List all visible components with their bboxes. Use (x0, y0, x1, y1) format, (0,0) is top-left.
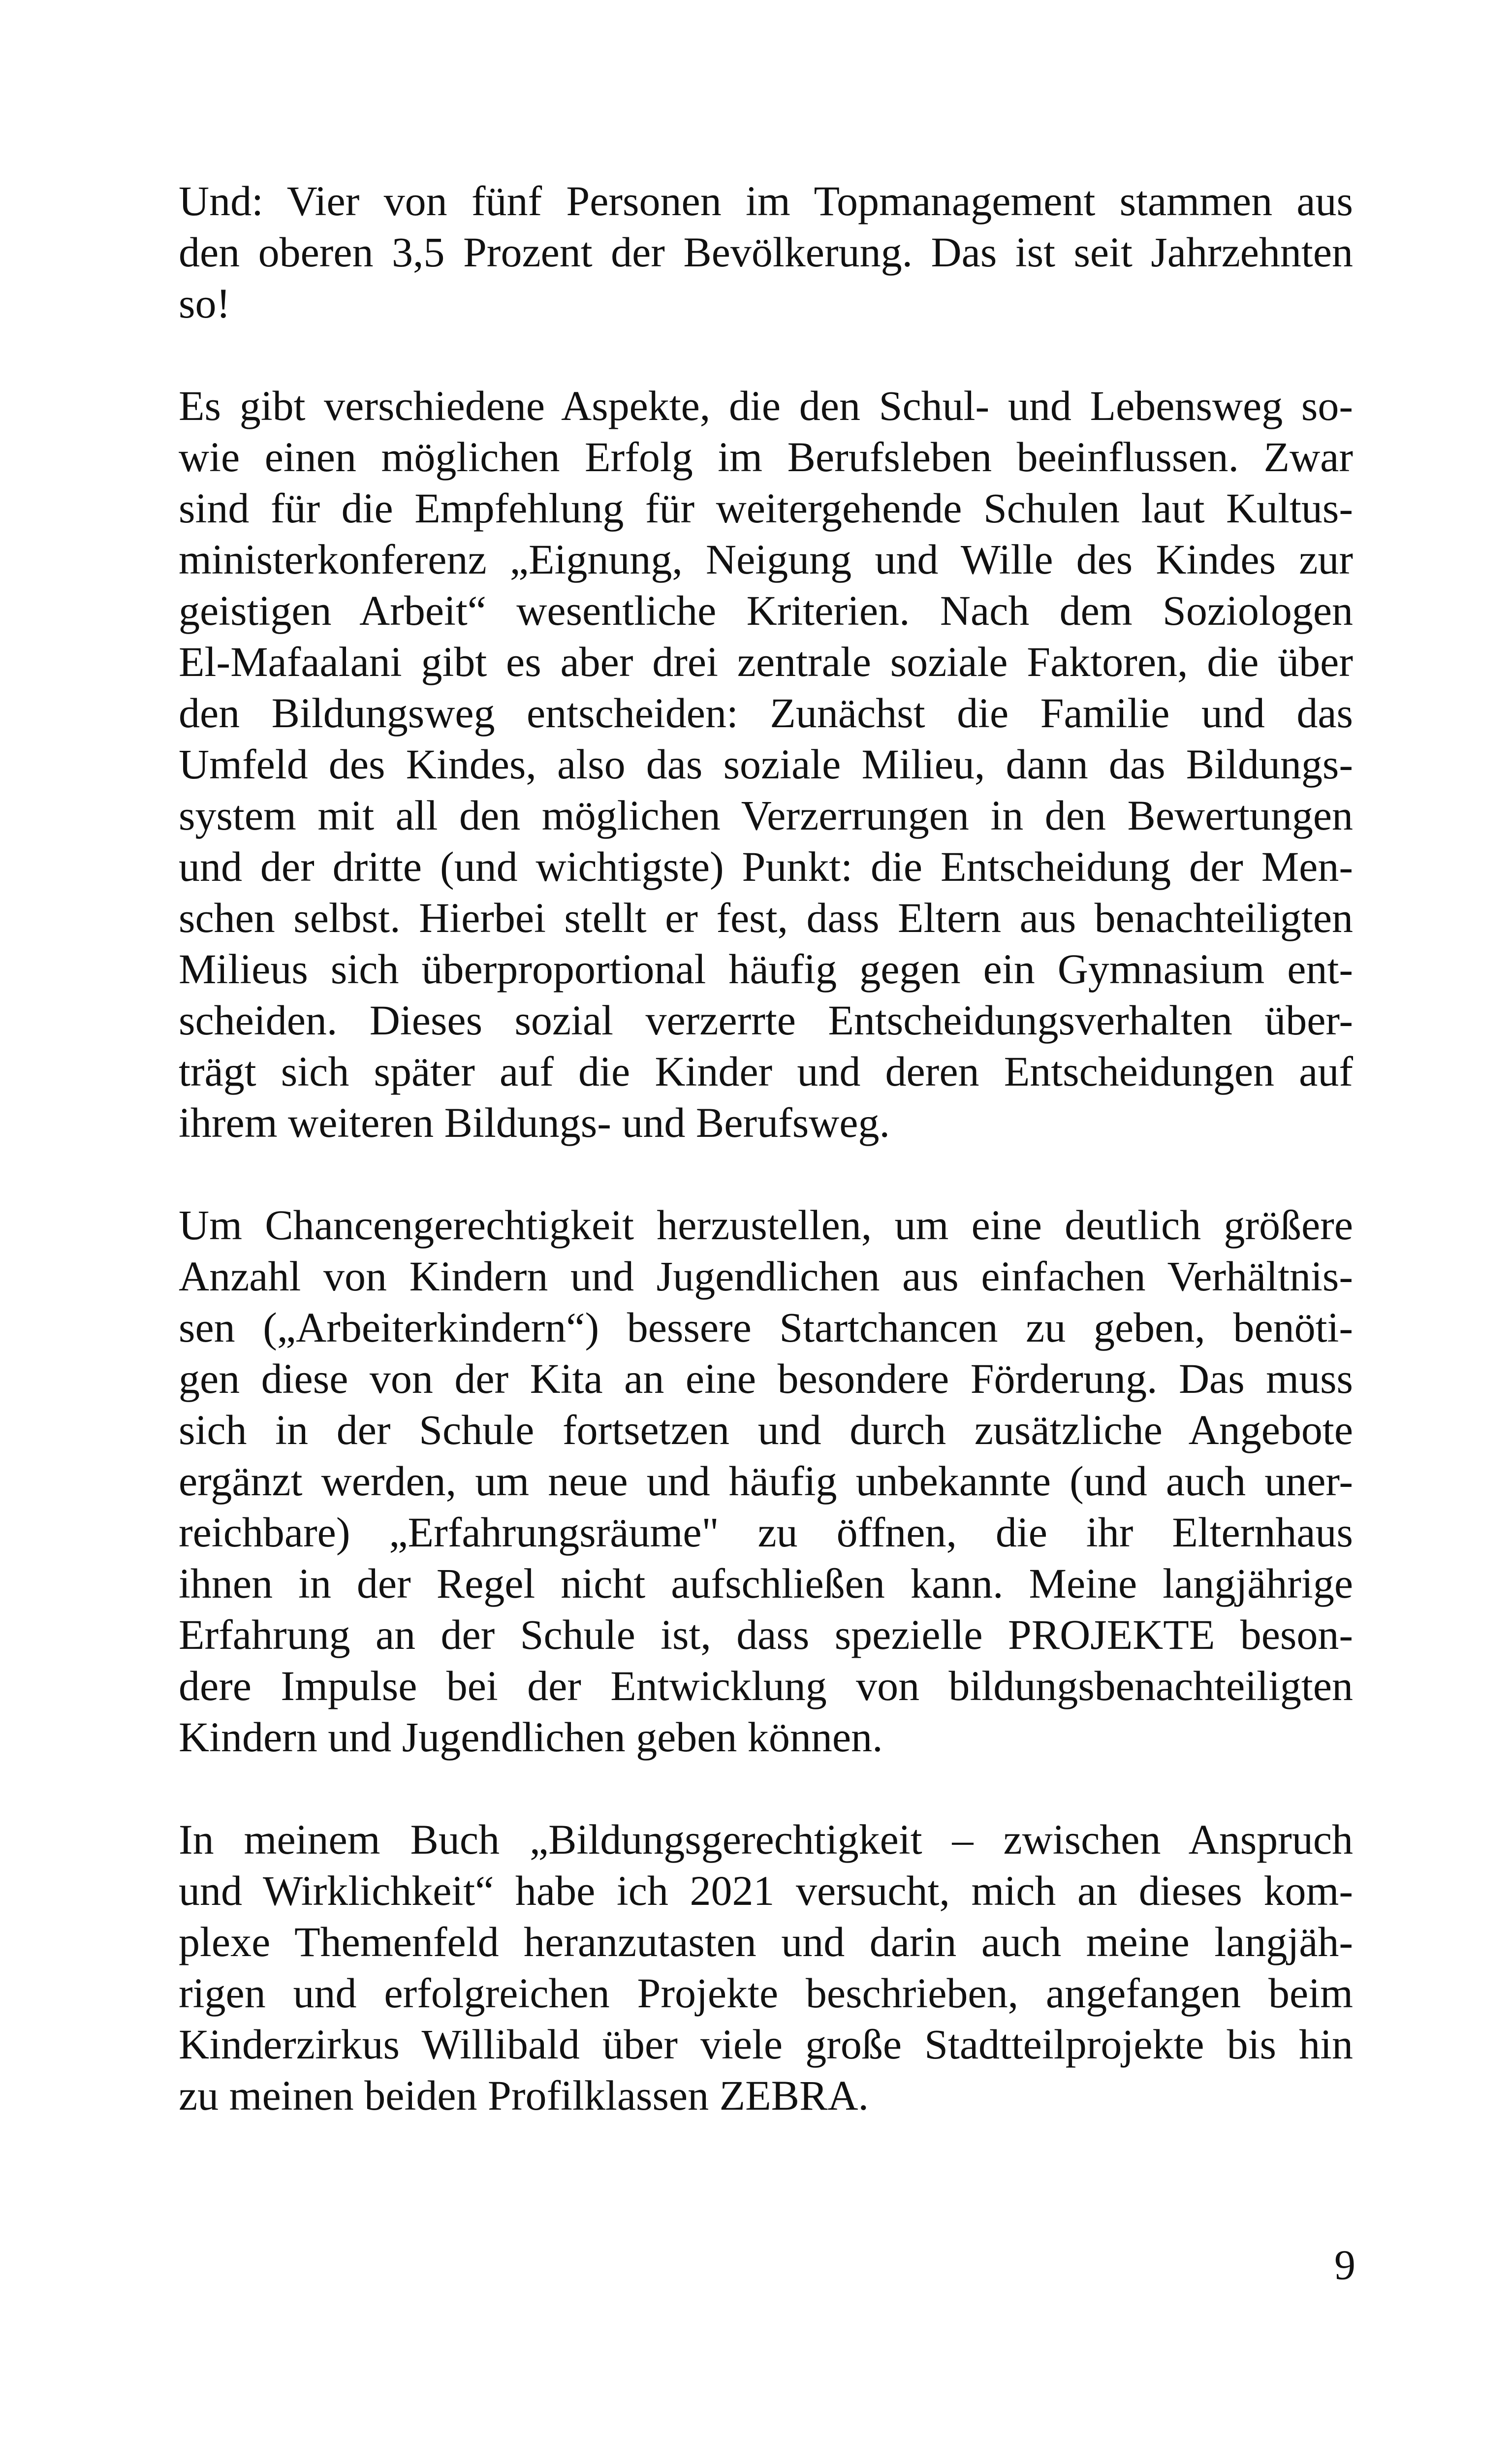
text-line: und der dritte (und wichtigste) Punkt: die Entscheidung der Men- (179, 843, 1353, 890)
page-number: 9 (1334, 2241, 1355, 2288)
text-line: sen („Arbeiterkindern“) bessere Startchancen zu geben, benöti- (179, 1304, 1353, 1351)
text-line: Und: Vier von fünf Personen im Topmanagement stammen aus (179, 177, 1353, 225)
text-line: ministerkonferenz „Eignung, Neigung und Wille des Kindes zur (179, 536, 1353, 583)
text-line: Es gibt verschiedene Aspekte, die den Schul- und Lebensweg so- (179, 382, 1353, 429)
text-line: plexe Themenfeld heranzutasten und darin auch meine langjäh- (179, 1918, 1353, 1965)
paragraph-4 (179, 1814, 1353, 2121)
paragraph-2 (179, 380, 1353, 1148)
text-line: wie einen möglichen Erfolg im Berufsleben beeinflussen. Zwar (179, 433, 1353, 481)
text-line: und Wirklichkeit“ habe ich 2021 versucht, mich an dieses kom- (179, 1867, 1353, 1914)
paragraph-1 (179, 175, 1353, 329)
text-line: Anzahl von Kindern und Jugendlichen aus einfachen Verhältnis- (179, 1253, 1353, 1300)
text-line: zu meinen beiden Profilklassen ZEBRA. (179, 2072, 869, 2119)
text-line: Kindern und Jugendlichen geben können. (179, 1713, 883, 1761)
text-line: ihrem weiteren Bildungs- und Berufsweg. (179, 1099, 890, 1146)
text-line: geistigen Arbeit“ wesentliche Kriterien. Nach dem Soziologen (179, 587, 1353, 634)
text-line: system mit all den möglichen Verzerrungen in den Bewertungen (179, 792, 1353, 839)
text-line: Erfahrung an der Schule ist, dass spezielle PROJEKTE beson- (179, 1611, 1353, 1658)
text-line: In meinem Buch „Bildungsgerechtigkeit – zwischen Anspruch (179, 1816, 1353, 1863)
text-line: reichbare) „Erfahrungsräume" zu öffnen, die ihr Elternhaus (179, 1509, 1353, 1556)
text-line: ergänzt werden, um neue und häufig unbekannte (und auch uner- (179, 1457, 1353, 1505)
text-line: so! (179, 280, 231, 327)
text-line: gen diese von der Kita an eine besondere Förderung. Das muss (179, 1355, 1353, 1402)
text-line: El-Mafaalani gibt es aber drei zentrale soziale Faktoren, die über (179, 638, 1353, 685)
text-line: Um Chancengerechtigkeit herzustellen, um eine deutlich größere (179, 1201, 1353, 1249)
text-line: sich in der Schule fortsetzen und durch zusätzliche Angebote (179, 1406, 1353, 1453)
text-line: den Bildungsweg entscheiden: Zunächst die Familie und das (179, 689, 1353, 737)
text-line: Kinderzirkus Willibald über viele große Stadtteilprojekte bis hin (179, 2021, 1353, 2068)
body-text (179, 175, 1353, 2172)
text-line: rigen und erfolgreichen Projekte beschrieben, angefangen beim (179, 1969, 1353, 2017)
text-line: den oberen 3,5 Prozent der Bevölkerung. Das ist seit Jahrzehnten (179, 228, 1353, 276)
text-line: scheiden. Dieses sozial verzerrte Entscheidungsverhalten über- (179, 996, 1353, 1044)
text-line: Umfeld des Kindes, also das soziale Milieu, dann das Bildungs- (179, 740, 1353, 788)
paragraph-3 (179, 1199, 1353, 1763)
text-line: dere Impulse bei der Entwicklung von bildungsbenachteiligten (179, 1662, 1353, 1709)
text-line: schen selbst. Hierbei stellt er fest, dass Eltern aus benachteiligten (179, 894, 1353, 941)
text-line: sind für die Empfehlung für weitergehende Schulen laut Kultus- (179, 484, 1353, 532)
text-line: trägt sich später auf die Kinder und deren Entscheidungen auf (179, 1048, 1353, 1095)
text-line: ihnen in der Regel nicht aufschließen kann. Meine langjährige (179, 1560, 1353, 1607)
text-line: Milieus sich überproportional häufig gegen ein Gymnasium ent- (179, 945, 1353, 993)
